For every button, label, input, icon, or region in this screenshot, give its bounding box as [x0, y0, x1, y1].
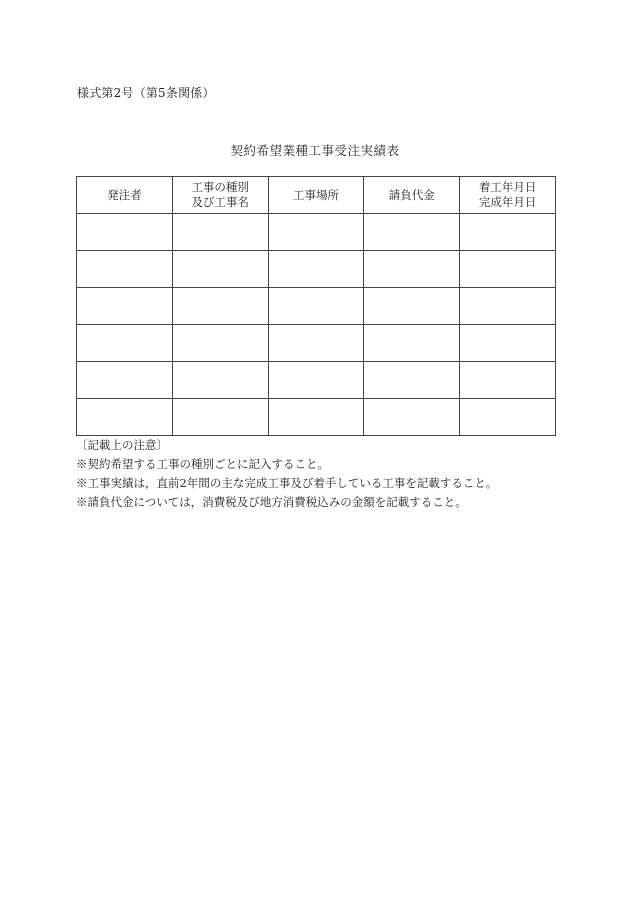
- table-row: [77, 288, 556, 325]
- table-cell[interactable]: [460, 251, 556, 288]
- header-dates-line1: 着工年月日: [478, 180, 537, 194]
- header-work-location: [268, 177, 364, 214]
- header-client-label: 発注者: [107, 187, 142, 202]
- table-header-row: [77, 177, 556, 214]
- header-dates-line2: 完成年月日: [478, 195, 537, 209]
- notes-heading: 〔記載上の注意〕: [76, 438, 168, 452]
- header-work-type-line2: 及び工事名: [191, 195, 249, 209]
- table-row: [77, 362, 556, 399]
- table-cell[interactable]: [268, 325, 364, 362]
- table-cell[interactable]: [364, 251, 460, 288]
- table-cell[interactable]: [460, 288, 556, 325]
- header-contract-amount-label: 請負代金: [388, 187, 435, 202]
- table-cell[interactable]: [77, 251, 173, 288]
- table-cell[interactable]: [172, 288, 268, 325]
- table-cell[interactable]: [364, 399, 460, 436]
- header-work-type-line1: 工事の種別: [191, 180, 249, 194]
- note-item: ※工事実績は，直前2年間の主な完成工事及び着手している工事を記載すること。: [76, 476, 498, 490]
- form-number: 様式第2号（第5条関係）: [77, 86, 215, 100]
- document-title: 契約希望業種工事受注実績表: [230, 143, 400, 158]
- note-item: ※契約希望する工事の種別ごとに記入すること。: [76, 457, 329, 471]
- table-cell[interactable]: [172, 362, 268, 399]
- header-work-type: [172, 177, 268, 214]
- table-cell[interactable]: [460, 362, 556, 399]
- table-cell[interactable]: [172, 214, 268, 251]
- table-cell[interactable]: [460, 214, 556, 251]
- table-cell[interactable]: [77, 362, 173, 399]
- table-cell[interactable]: [268, 399, 364, 436]
- table-cell[interactable]: [364, 214, 460, 251]
- table-cell[interactable]: [364, 362, 460, 399]
- table-cell[interactable]: [172, 251, 268, 288]
- table-row: [77, 325, 556, 362]
- table-cell[interactable]: [268, 362, 364, 399]
- table-cell[interactable]: [77, 399, 173, 436]
- table-cell[interactable]: [460, 399, 556, 436]
- table-cell[interactable]: [268, 251, 364, 288]
- table-cell[interactable]: [460, 325, 556, 362]
- table-cell[interactable]: [77, 325, 173, 362]
- table-cell[interactable]: [172, 325, 268, 362]
- table-cell[interactable]: [77, 214, 173, 251]
- table-cell[interactable]: [364, 288, 460, 325]
- header-dates: [460, 177, 556, 214]
- table-row: [77, 214, 556, 251]
- table-row: [77, 399, 556, 436]
- construction-record-table: [76, 176, 556, 436]
- table-cell[interactable]: [364, 325, 460, 362]
- notes-section: [76, 436, 497, 512]
- table-cell[interactable]: [172, 399, 268, 436]
- header-contract-amount: [364, 177, 460, 214]
- table-cell[interactable]: [77, 288, 173, 325]
- header-client: [77, 177, 173, 214]
- header-work-location-label: 工事場所: [292, 187, 339, 202]
- table-row: [77, 251, 556, 288]
- table-cell[interactable]: [268, 288, 364, 325]
- note-item: ※請負代金については，消費税及び地方消費税込みの金額を記載すること。: [76, 495, 467, 509]
- table-cell[interactable]: [268, 214, 364, 251]
